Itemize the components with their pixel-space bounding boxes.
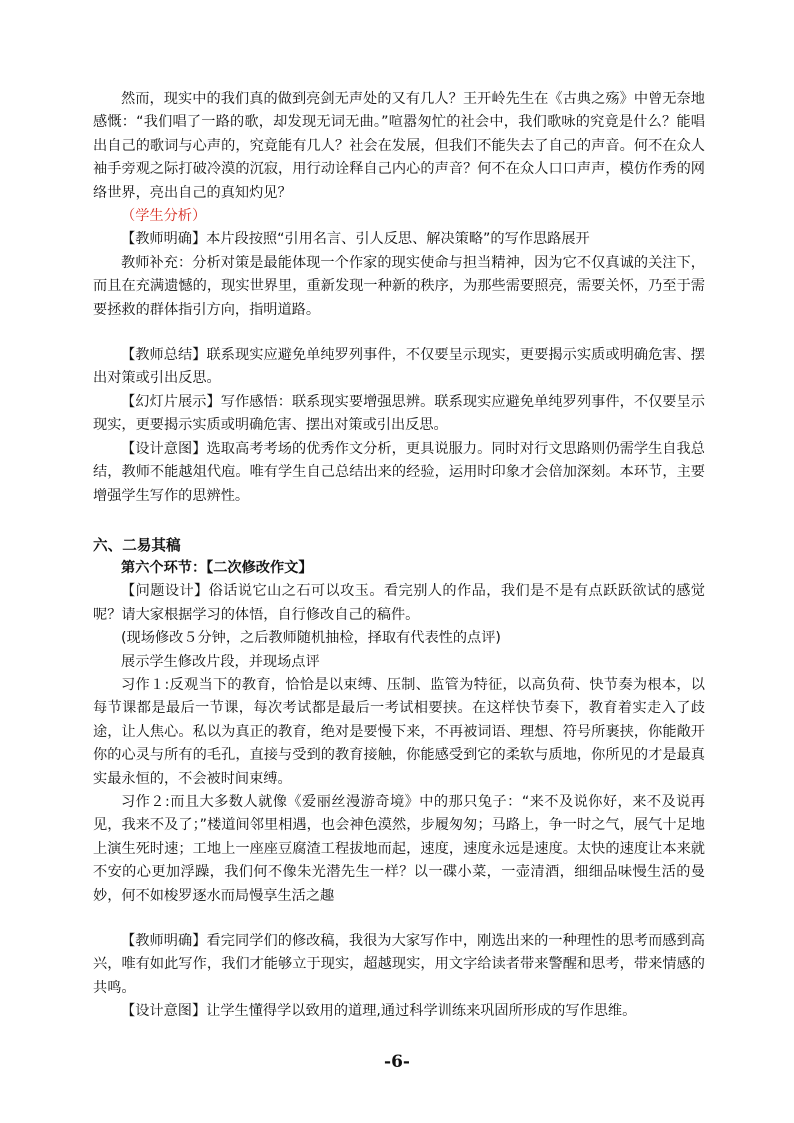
slide-show: 【幻灯片展示】写作感悟：联系现实要增强思辨。联系现实应避免单纯罗列事件，不仅要呈示现实，更要揭示实质或明确危害、摆出对策或引出反思。 <box>93 393 705 434</box>
exercise-2: 习作２:而且大多数人就像《爱丽丝漫游奇境》中的那只兔子：“来不及说你好，来不及说再见，我来不及了；”楼道间邻里相遇，也会神色漠然，步履匆匆；马路上，争一时之气，展气十足地上演生死时速；工地上一座座豆腐渣工程拔地而起，速度，速度永远是速度。太快的速度让本来就不安的心更加浮躁，我们何不像朱光潜先生一样？以一碟小菜，一壶清酒，细细品味慢生活的曼妙，何不如梭罗逐水而局慢享生活之趣 <box>93 793 705 904</box>
sixth-step-title: 第六个环节：【二次修改作文】 <box>121 559 313 576</box>
problem-design: 【问题设计】俗话说它山之石可以攻玉。看完别人的作品，我们是不是有点跃跃欲试的感觉呢？请大家根据学习的体悟，自行修改自己的稿件。 <box>93 583 705 623</box>
spacer <box>93 908 705 930</box>
document-body <box>93 88 705 1024</box>
exercise-1: 习作１:反观当下的教育，恰恰是以束缚、压制、监管为特征，以高负荷、快节奏为根本，以每节课都是最后一节课，每次考试都是最后一考试相要挟。在这样快节奏下，教育着实走入了歧途，让人焦心。私以为真正的教育，绝对是要慢下来，不再被词语、理想、符号所裹挟，你能敞开你的心灵与所有的毛孔，直接与受到的教育接触，你能感受到它的柔软与质地，你所见的才是最真实最永恒的，不会被时间束缚。 <box>93 676 705 787</box>
teacher-clarify-1: 【教师明确】本片段按照“引用名言、引人反思、解决策略”的写作思路展开 <box>121 231 590 248</box>
teacher-clarify-2: 【教师明确】看完同学们的修改稿，我很为大家写作中，刚选出来的一种理性的思考而感到高兴，唯有如此写作，我们才能够立于现实，超越现实，用文字给读者带来警醒和思考，带来情感的共鸣。 <box>93 933 705 996</box>
student-analysis-label: （学生分析） <box>121 208 207 225</box>
teacher-supplement: 教师补充：分析对策是最能体现一个作家的现实使命与担当精神，因为它不仅真诚的关注下，而且在充满遗憾的，现实世界里，重新发现一种新的秩序，为那些需要照亮，需要关怀，乃至于需要拯救的群体指引方向，指明道路。 <box>93 254 705 318</box>
teacher-summary: 【教师总结】联系现实应避免单纯罗列事件，不仅要呈示现实，更要揭示实质或明确危害、摆出对策或引出反思。 <box>93 347 705 387</box>
spacer <box>93 508 705 534</box>
design-intent-2: 【设计意图】让学生懂得学以致用的道理,通过科学训练来巩固所形成的写作思维。 <box>121 1003 637 1020</box>
page-number: -6- <box>384 1052 410 1072</box>
onsite-note: (现场修改５分钟，之后教师随机抽检，择取有代表性的点评) <box>121 630 501 647</box>
section-heading: 六、二易其稿 <box>93 536 181 554</box>
spacer <box>93 322 705 344</box>
design-intent-1: 【设计意图】选取高考考场的优秀作文分析，更具说服力。同时对行文思路则仍需学生自我总结，教师不能越俎代庖。唯有学生自己总结出来的经验，运用时印象才会倍加深刻。本环节，主要增强学生写作的思辨性。 <box>93 440 705 504</box>
paragraph-quote-reflection: 然而，现实中的我们真的做到亮剑无声处的又有几人？王开岭先生在《古典之殇》中曾无奈地感慨：“我们唱了一路的歌，却发现无词无曲。”喧嚣匆忙的社会中，我们歌咏的究竟是什么？能唱出自己的歌词与心声的，究竟能有几人？社会在发展，但我们不能失去了自己的声音。何不在众人袖手旁观之际打破冷漠的沉寂，用行动诠释自己内心的声音？何不在众人口口声声，模仿作秀的网络世界，亮出自己的真知灼见？ <box>93 91 705 201</box>
show-fragments: 展示学生修改片段，并现场点评 <box>121 653 320 670</box>
